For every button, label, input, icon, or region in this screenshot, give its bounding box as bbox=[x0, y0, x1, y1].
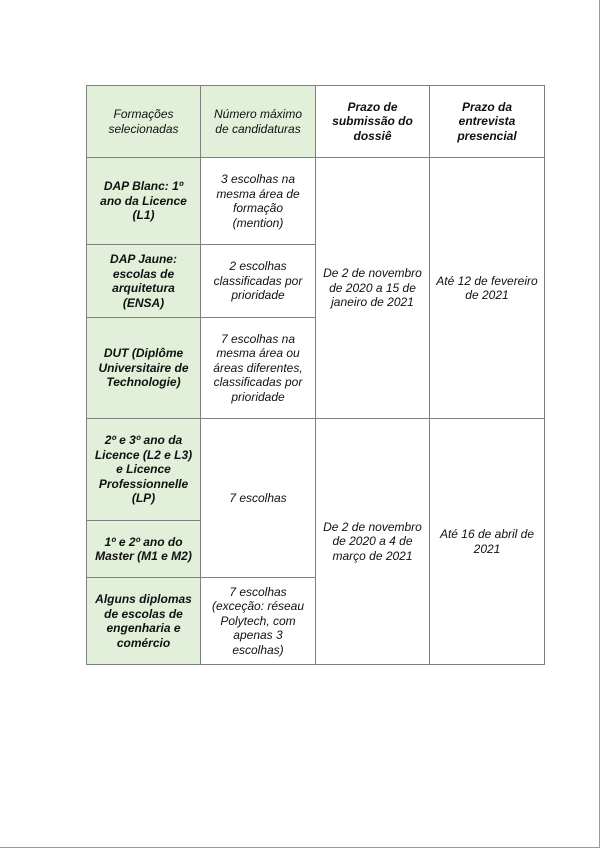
header-prazo-submissao: Prazo de submissão do dossiê bbox=[316, 86, 430, 158]
interview-deadline-cell: Até 12 de fevereiro de 2021 bbox=[430, 158, 545, 419]
max-applications-cell: 7 escolhas bbox=[201, 419, 316, 578]
formation-cell: DUT (Diplôme Universitaire de Technologie) bbox=[87, 318, 201, 419]
table-header-row bbox=[87, 86, 545, 158]
header-prazo-entrevista: Prazo da entrevista presencial bbox=[430, 86, 545, 158]
table-row bbox=[87, 419, 545, 521]
interview-deadline-cell: Até 16 de abril de 2021 bbox=[430, 419, 545, 665]
formation-cell: Alguns diplomas de escolas de engenharia e comércio bbox=[87, 578, 201, 665]
submission-deadline-cell: De 2 de novembro de 2020 a 4 de março de 2021 bbox=[316, 419, 430, 665]
max-applications-cell: 2 escolhas classificadas por prioridade bbox=[201, 245, 316, 318]
applications-table bbox=[86, 85, 545, 665]
header-numero-maximo: Número máximo de candidaturas bbox=[201, 86, 316, 158]
max-applications-cell: 3 escolhas na mesma área de formação (mention) bbox=[201, 158, 316, 245]
formation-cell: 1º e 2º ano do Master (M1 e M2) bbox=[87, 521, 201, 578]
formation-cell: DAP Blanc: 1º ano da Licence (L1) bbox=[87, 158, 201, 245]
formation-cell: 2º e 3º ano da Licence (L2 e L3) e Licence Professionnelle (LP) bbox=[87, 419, 201, 521]
formation-cell: DAP Jaune: escolas de arquitetura (ENSA) bbox=[87, 245, 201, 318]
table-row bbox=[87, 158, 545, 245]
header-formacoes: Formações selecionadas bbox=[87, 86, 201, 158]
max-applications-cell: 7 escolhas (exceção: réseau Polytech, com apenas 3 escolhas) bbox=[201, 578, 316, 665]
submission-deadline-cell: De 2 de novembro de 2020 a 15 de janeiro de 2021 bbox=[316, 158, 430, 419]
max-applications-cell: 7 escolhas na mesma área ou áreas diferentes, classificadas por prioridade bbox=[201, 318, 316, 419]
